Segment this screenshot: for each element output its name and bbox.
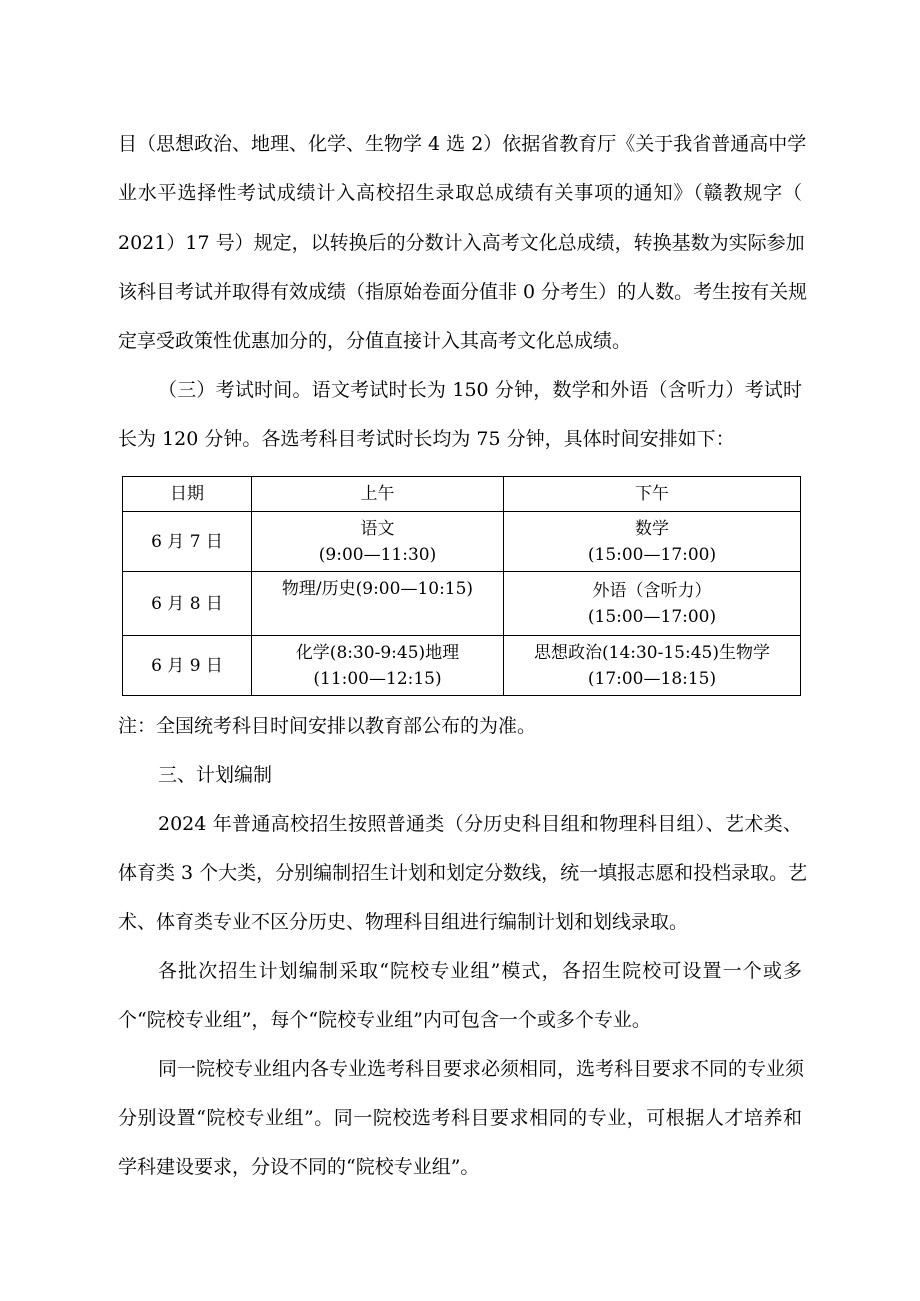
row-afternoon [504, 512, 801, 572]
intro-line-5: 定享受政策性优惠加分的，分值直接计入其高考文化总成绩。 [118, 330, 632, 352]
row-date: 6 月 7 日 [123, 512, 252, 572]
intro-line-1: 目（思想政治、地理、化学、生物学 4 选 2）依据省教育厅《关于我省普通高中学 [118, 133, 807, 155]
intro-line-4: 该科目考试并取得有效成绩（指原始卷面分值非 0 分考生）的人数。考生按有关规 [118, 281, 808, 303]
exam-schedule-table [122, 476, 801, 696]
row-afternoon [504, 572, 801, 636]
table-header-row [123, 477, 801, 512]
morning-time: (11:00—12:15) [313, 668, 442, 689]
header-afternoon: 下午 [504, 477, 801, 512]
table-row [123, 512, 801, 572]
afternoon-time: (17:00—18:15) [587, 668, 717, 689]
exam-time-line-2: 长为 120 分钟。各选考科目考试时长均为 75 分钟，具体时间安排如下： [118, 428, 735, 450]
plan-p1-line-3: 术、体育类专业不区分历史、物理科目组进行编制计划和划线录取。 [118, 911, 689, 933]
table-row [123, 636, 801, 696]
row-date: 6 月 9 日 [123, 636, 252, 696]
morning-subject: 语文 [360, 518, 395, 539]
morning-subject: 化学(8:30-9:45)地理 [295, 642, 460, 663]
row-morning [252, 572, 504, 636]
row-morning [252, 512, 504, 572]
table-row [123, 572, 801, 636]
afternoon-subject: 外语（含听力） [592, 580, 712, 601]
plan-p2-line-1: 各批次招生计划编制采取“院校专业组”模式，各招生院校可设置一个或多 [158, 960, 802, 982]
morning-time: (9:00—11:30) [318, 544, 437, 565]
afternoon-time: (15:00—17:00) [587, 606, 717, 627]
afternoon-subject: 思想政治(14:30-15:45)生物学 [534, 642, 770, 663]
header-morning: 上午 [252, 477, 504, 512]
plan-p3-line-1: 同一院校专业组内各专业选考科目要求必须相同，选考科目要求不同的专业须 [158, 1058, 805, 1080]
morning-subject: 物理/历史(9:00—10:15) [281, 579, 474, 599]
row-morning [252, 636, 504, 696]
plan-p1-line-1: 2024 年普通高校招生按照普通类（分历史科目组和物理科目组）、艺术类、 [158, 813, 802, 835]
section-three-heading: 三、计划编制 [158, 764, 273, 786]
afternoon-subject: 数学 [635, 518, 669, 539]
note-text: 注：全国统考科目时间安排以教育部公布的为准。 [118, 715, 537, 737]
plan-p1-line-2: 体育类 3 个大类，分别编制招生计划和划定分数线，统一填报志愿和投档录取。艺 [118, 862, 808, 884]
plan-p3-line-2: 分别设置“院校专业组”。同一院校选考科目要求相同的专业，可根据人才培养和 [118, 1107, 802, 1129]
intro-line-2: 业水平选择性考试成绩计入高校招生录取总成绩有关事项的通知》（赣教规字（ [118, 182, 802, 204]
plan-p3-line-3: 学科建设要求，分设不同的“院校专业组”。 [118, 1156, 480, 1178]
exam-time-line-1: （三）考试时间。语文考试时长为 150 分钟，数学和外语（含听力）考试时 [158, 379, 802, 401]
row-date: 6 月 8 日 [123, 572, 252, 636]
row-afternoon [504, 636, 801, 696]
intro-line-3: 2021）17 号）规定，以转换后的分数计入高考文化总成绩，转换基数为实际参加 [118, 232, 805, 254]
header-date: 日期 [123, 477, 252, 512]
plan-p2-line-2: 个“院校专业组”，每个“院校专业组”内可包含一个或多个专业。 [118, 1009, 651, 1031]
afternoon-time: (15:00—17:00) [587, 544, 717, 565]
